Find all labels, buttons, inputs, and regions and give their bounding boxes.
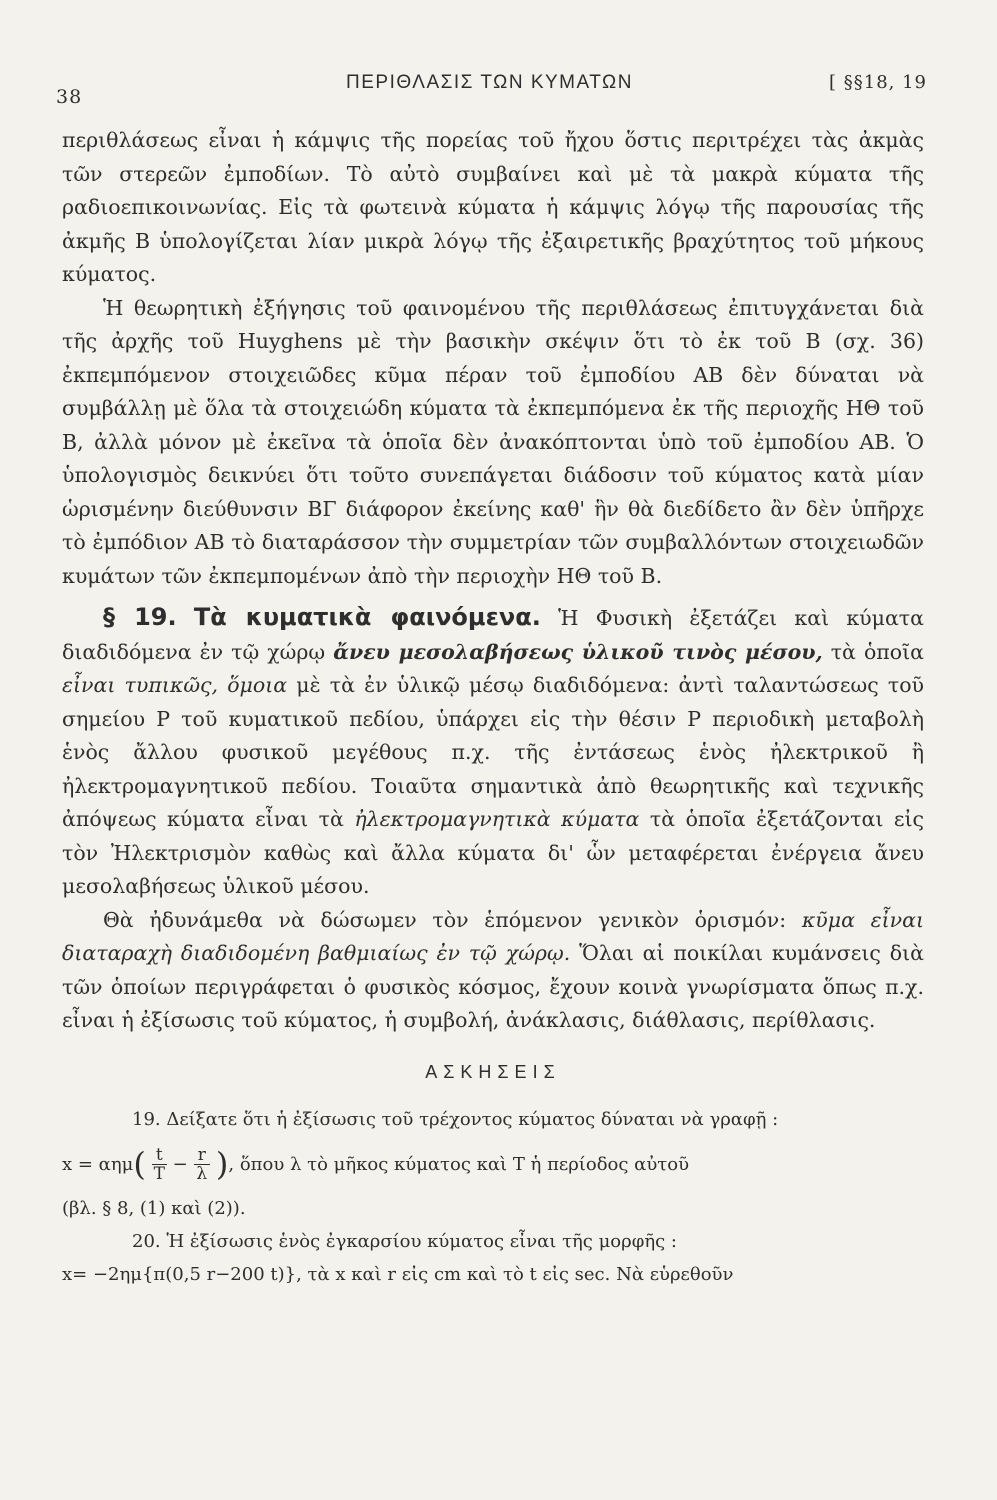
section-text-3: μὲ τὰ ἐν ὑλικῷ μέσῳ διαδιδόμενα: ἀντὶ ταλαντώσεως τοῦ σημείου Ρ τοῦ κυματικοῦ πεδίου, ὑπάρχει εἰς τὴν θέσιν Ρ περιοδικὴ μεταβολὴ ἑνὸς ἄλλου φυσικοῦ μεγέθους π.χ. τῆς ἐντάσεως ἑνὸς ἠλεκτρικοῦ ἢ ἠλεκτρομαγνητικοῦ πεδίου. Τοιαῦτα σημαντικὰ ἀπὸ θεωρητικῆς καὶ τεχνικῆς ἀπόψεως κύματα εἶναι τὰ bbox=[62, 673, 924, 831]
exercise-19-reference: (βλ. § 8, (1) καὶ (2)). bbox=[62, 1198, 246, 1219]
definition-text-2: Ὅλαι αἱ ποικίλαι κυμάνσεις διὰ τῶν ὁποίων περιγράφεται ὁ φυσικὸς κόσμος, ἔχουν κοινὰ γνωρίσματα ὅπως π.χ. εἶναι ἡ ἐξίσωσις τοῦ κύματος, ἡ συμβολή, ἀνάκλασις, διάθλασις, περίθλασις. bbox=[62, 941, 924, 1032]
definition-paragraph bbox=[62, 904, 924, 1038]
page-body bbox=[62, 124, 924, 1291]
exercise-20 bbox=[62, 1225, 924, 1291]
section-text-1: Ἡ Φυσικὴ ἐξετάζει καὶ κύματα διαδιδόμενα ἐν τῷ χώρῳ bbox=[62, 606, 924, 664]
fraction-denominator-T: T bbox=[153, 1163, 165, 1184]
section-19-paragraph bbox=[62, 601, 924, 904]
section-emphasis-italic-1: εἶναι τυπικῶς, ὅμοια bbox=[62, 673, 288, 697]
fraction-numerator-r: r bbox=[194, 1146, 210, 1165]
equation-lhs: x = αημ bbox=[62, 1153, 134, 1175]
paragraph-2: Ἡ θεωρητικὴ ἐξήγησις τοῦ φαινομένου τῆς περιθλάσεως ἐπιτυγχάνεται διὰ τῆς ἀρχῆς τοῦ Huyghens μὲ τὴν βασικὴν σκέψιν ὅτι τὸ ἐκ τοῦ Β (σχ. 36) ἐκπεμπόμενον στοιχειῶδες κῦμα πέραν τοῦ ἐμποδίου ΑΒ δὲν δύναται νὰ συμβάλλῃ μὲ ὅλα τὰ στοιχειώδη κύματα τὰ ἐκπεμπόμενα ἐκ τῆς περιοχῆς ΗΘ τοῦ Β, ἀλλὰ μόνον μὲ ἐκεῖνα τὰ ὁποῖα δὲν ἀνακόπτονται ὑπὸ τοῦ ἐμποδίου ΑΒ. Ὁ ὑπολογισμὸς δεικνύει ὅτι τοῦτο συνεπάγεται διάδοσιν τοῦ κύματος κατὰ μίαν ὡρισμένην διεύθυνσιν ΒΓ διάφορον ἐκείνης καθ' ἣν θὰ διεδίδετο ἂν δὲν ὑπῆρχε τὸ ἐμπόδιον ΑΒ τὸ διαταράσσον τὴν συμμετρίαν τῶν συμβαλλόντων στοιχειωδῶν κυμάτων τῶν ἐκπεμπομένων ἀπὸ τὴν περιοχὴν ΗΘ τοῦ Β. bbox=[62, 295, 924, 588]
section-title: Τὰ κυματικὰ φαινόμενα. bbox=[193, 603, 541, 631]
equation-explanation: , ὅπου λ τὸ μῆκος κύματος καὶ Τ ἡ περίοδος αὐτοῦ bbox=[228, 1153, 690, 1175]
exercise-20-equation: x= −2ημ{π(0,5 r−200 t)}, τὰ x καὶ r εἰς cm καὶ τὸ t εἰς sec. Νὰ εὑρεθοῦν bbox=[62, 1264, 734, 1285]
paragraph-1: περιθλάσεως εἶναι ἡ κάμψις τῆς πορείας τοῦ ἤχου ὅστις περιτρέχει τὰς ἀκμὰς τῶν στερεῶν ἐμποδίων. Τὸ αὐτὸ συμβαίνει καὶ μὲ τὰ μακρὰ κύματα τῆς ραδιοεπικοινωνίας. Εἰς τὰ φωτεινὰ κύματα ἡ κάμψις λόγῳ τῆς παρουσίας τῆς ἀκμῆς Β ὑπολογίζεται λίαν μικρὰ λόγῳ τῆς ἐξαιρετικῆς βραχύτητος τοῦ μήκους κύματος. bbox=[62, 128, 924, 286]
section-text-4: τὰ ὁποῖα ἐξετάζονται εἰς τὸν Ἠλεκτρισμὸν καθὼς καὶ ἄλλα κύματα δι' ὧν μεταφέρεται ἐνέργεια ἄνευ μεσολαβήσεως ὑλικοῦ μέσου. bbox=[62, 807, 924, 898]
exercise-20-text: 20. Ἡ ἐξίσωσις ἑνὸς ἐγκαρσίου κύματος εἶναι τῆς μορφῆς : bbox=[132, 1231, 677, 1252]
exercises-title: ΑΣΚΗΣΕΙΣ bbox=[425, 1061, 561, 1082]
section-number: § 19. bbox=[103, 603, 177, 631]
definition-italic: κῦμα εἶναι διαταραχὴ διαδιδομένη βαθμιαίως ἐν τῷ χώρῳ. bbox=[62, 907, 924, 965]
section-emphasis-bold: ἄνευ μεσολαβήσεως ὑλικοῦ τινὸς μέσου, bbox=[333, 639, 823, 664]
section-reference: [ §§18, 19 bbox=[829, 72, 927, 93]
fraction-t-over-T bbox=[152, 1146, 167, 1183]
fraction-r-over-lambda bbox=[194, 1146, 210, 1183]
page-header bbox=[56, 72, 927, 112]
definition-text-1: Θὰ ἠδυνάμεθα νὰ δώσωμεν τὸν ἑπόμενον γενικὸν ὁρισμόν: bbox=[103, 907, 802, 932]
minus-sign: − bbox=[172, 1153, 188, 1175]
exercise-19-equation: x = αημ ( $\frac{t}{T}$ − $\frac{r}{\lambda}$ ) , ὅπου λ τὸ μῆκος κύματος καὶ Τ ἡ περίοδος αὐτοῦ bbox=[62, 1144, 690, 1184]
fraction-numerator-t: t bbox=[152, 1146, 167, 1165]
section-emphasis-italic-2: ἠλεκτρομαγνητικὰ κύματα bbox=[354, 807, 640, 831]
exercise-19 bbox=[62, 1103, 924, 1225]
page-number: 38 bbox=[56, 86, 83, 108]
exercise-19-text: 19. Δείξατε ὅτι ἡ ἐξίσωσις τοῦ τρέχοντος κύματος δύναται νὰ γραφῇ : bbox=[132, 1109, 779, 1130]
fraction-denominator-lambda: λ bbox=[196, 1163, 208, 1184]
section-text-2: τὰ ὁποῖα bbox=[822, 639, 924, 664]
running-title: ΠΕΡΙΘΛΑΣΙΣ ΤΩΝ ΚΥΜΑΤΩΝ bbox=[346, 72, 633, 93]
